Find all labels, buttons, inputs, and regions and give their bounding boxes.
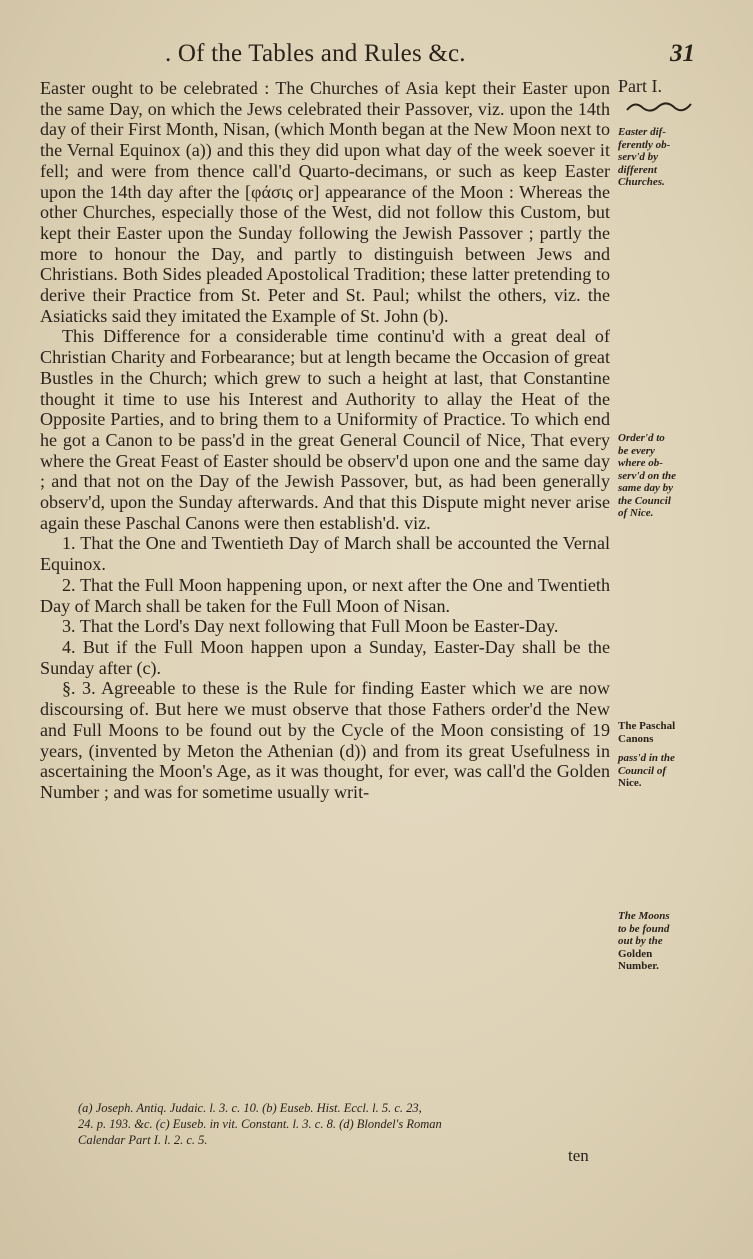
paragraph: §. 3. Agreeable to these is the Rule for finding Easter which we are now discoursing of. But here we must observe that those Fathers order'd the New and Full Moons to be found out by the Cycle of the Moon consisting of 19 years, (invented by Meton the Athenian (d)) and from its great Usefulness in ascertaining the Moon's Age, as it was thought, for ever, was call'd the Golden Number ; and was for sometime usually writ- <box>40 678 610 802</box>
paragraph: Easter ought to be celebrated : The Churches of Asia kept their Easter upon the same Day, on which the Jews celebrated their Passover, viz. upon the 14th day of their First Month, Nisan, (which Month began at the New Moon next to the Vernal Equinox (a)) and this they did upon what day of the week soever it fell; and were from thence call'd Quarto-decimans, or such as keep Easter upon the 14th day after the [φάσις or] appearance of the Moon : Whereas the other Churches, especially those of the West, did not follow this Custom, but kept their Easter upon the Sunday following the Jewish Passover ; partly the more to honour the Day, and partly to distinguish between Jews and Christians. Both Sides pleaded Apostolical Tradition; these latter pretending to derive their Practice from St. Peter and St. Paul; whilst the others, viz. the Asiaticks said they imitated the Example of St. John (b). <box>40 78 610 326</box>
margin-note-council: Order'd to be every where ob- serv'd on the same day by the Council of Nice. <box>618 432 677 519</box>
catchword: ten <box>568 1146 589 1165</box>
footnotes <box>78 1100 678 1148</box>
margin-note-canons: The Paschal Canons <box>618 720 676 745</box>
page-header <box>165 40 695 74</box>
main-text <box>40 78 610 803</box>
paragraph: This Difference for a considerable time continu'd with a great deal of Christian Charity and Forbearance; but at length became the Occasion of great Bustles in the Church; which grew to such a height at last, that Constantine thought it time to use his Interest and Authority to allay the Heat of the Opposite Parties, and to bring them to a Uniformity of Practice. To which end he got a Canon to be pass'd in the great General Council of Nice, That every where the Great Feast of Easter should be observ'd upon one and the same day ; and that not on the Day of the Jewish Passover, but, as had been generally observ'd, upon the Sunday afterwards. And that this Dispute might never arise again these Paschal Canons were then establish'd. viz. <box>40 326 610 533</box>
margin-note-easter: Easter dif- ferently ob- serv'd by different Churches. <box>618 126 671 188</box>
footnote-line: 24. p. 193. &c. (c) Euseb. in vit. Constant. l. 3. c. 8. (d) Blondel's Roman <box>78 1117 442 1131</box>
page-number: 31 <box>670 40 695 67</box>
margin-note-passed: pass'd in the Council of Nice. <box>618 752 675 789</box>
margin-note-moons: The Moons to be found out by the Golden Number. <box>618 910 670 972</box>
margin-note-part: Part I. <box>618 76 662 96</box>
flourish-ornament <box>625 100 697 114</box>
canon-rule: 4. But if the Full Moon happen upon a Sunday, Easter-Day shall be the Sunday after (c). <box>40 636 610 678</box>
canon-rule: 1. That the One and Twentieth Day of March shall be accounted the Vernal Equinox. <box>40 533 610 575</box>
footnote-line: (a) Joseph. Antiq. Judaic. l. 3. c. 10. (b) Euseb. Hist. Eccl. l. 5. c. 23, <box>78 1101 422 1115</box>
canon-rule: 2. That the Full Moon happening upon, or next after the One and Twentieth Day of March shall be taken for the Full Moon of Nisan. <box>40 574 610 616</box>
footnote-line: Calendar Part I. l. 2. c. 5. <box>78 1133 208 1147</box>
canon-rule: 3. That the Lord's Day next following that Full Moon be Easter-Day. <box>62 616 559 637</box>
running-title: . Of the Tables and Rules &c. <box>165 40 466 67</box>
